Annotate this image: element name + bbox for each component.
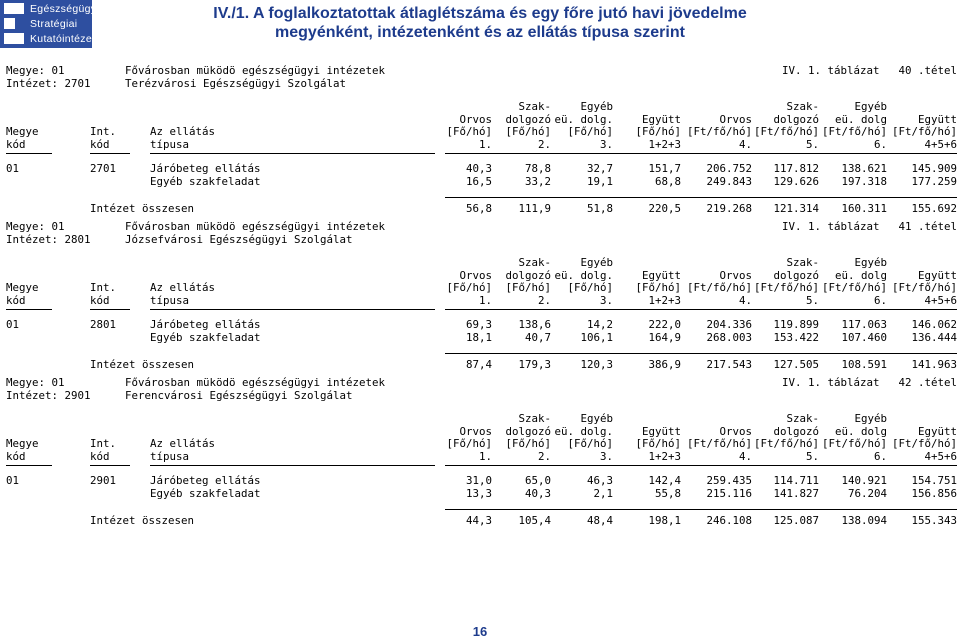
page-number: 16 — [472, 624, 488, 639]
table-cell: 164,9 — [648, 331, 681, 344]
page-title: IV./1. A foglalkoztatottak átlaglétszáma és egy főre jutó havi jövedelme — [213, 5, 747, 22]
column-header: Orvos — [459, 112, 492, 126]
total-cell: 48,4 — [586, 514, 613, 527]
column-header: 4+5+6 — [924, 449, 957, 463]
column-header: dolgozó — [773, 112, 819, 126]
table-cell: 259.435 — [706, 474, 752, 487]
table-cell: 129.626 — [773, 175, 819, 188]
column-header: [Ft/fő/hó] — [821, 125, 887, 138]
column-header: 6. — [873, 137, 887, 151]
table-cell: 40,3 — [465, 162, 492, 175]
column-header: 1. — [478, 293, 492, 307]
column-header: Együtt — [641, 112, 681, 126]
table-cell: 31,0 — [465, 474, 492, 487]
table-cell: 153.422 — [773, 331, 819, 344]
header-rule — [6, 309, 52, 310]
total-cell: 108.591 — [841, 358, 887, 371]
table-cell: 222,0 — [648, 318, 681, 331]
column-header: [Fő/hó] — [635, 437, 681, 450]
header-rule — [150, 153, 435, 154]
intezet-label: Intézet: 2901 — [6, 389, 91, 402]
header-rule — [6, 153, 52, 154]
header-rule — [90, 465, 130, 466]
table-row-megye: 01 — [6, 474, 20, 487]
intezet-name: Józsefvárosi Egészségügyi Szolgálat — [125, 233, 353, 246]
logo-text: Stratégiai — [30, 18, 78, 30]
table-cell: 141.827 — [773, 487, 819, 500]
column-header: [Ft/fő/hó] — [891, 437, 957, 450]
table-cell: 206.752 — [706, 162, 752, 175]
table-row-type: Egyéb szakfeladat — [150, 331, 261, 344]
column-header: [Fő/hó] — [505, 437, 551, 450]
total-cell: 217.543 — [706, 358, 752, 371]
table-cell: 249.843 — [706, 175, 752, 188]
header-rule — [150, 309, 435, 310]
total-label: Intézet összesen — [90, 514, 195, 527]
table-reference: IV. 1. táblázat — [782, 220, 880, 233]
column-header: Orvos — [719, 424, 752, 438]
intezet-label: Intézet: 2701 — [6, 77, 91, 90]
header-rule — [6, 465, 52, 466]
item-reference: 42 .tétel — [898, 376, 957, 389]
column-header: eü. dolg. — [554, 424, 613, 438]
column-header: 4+5+6 — [924, 293, 957, 307]
item-reference: 40 .tétel — [898, 64, 957, 77]
column-header: [Fő/hó] — [505, 125, 551, 138]
total-cell: 198,1 — [648, 514, 681, 527]
column-header: dolgozó — [773, 424, 819, 438]
column-header: 3. — [599, 293, 613, 307]
column-header: 1. — [478, 449, 492, 463]
column-header: [Fő/hó] — [446, 437, 492, 450]
total-cell: 120,3 — [580, 358, 613, 371]
table-cell: 151,7 — [648, 162, 681, 175]
column-header: Együtt — [917, 268, 957, 282]
column-header: kód — [90, 293, 110, 307]
intezet-name: Terézvárosi Egészségügyi Szolgálat — [125, 77, 347, 90]
column-header: Int. — [90, 437, 117, 450]
column-header: Egyéb — [854, 412, 887, 425]
column-header: Szak- — [786, 412, 819, 425]
column-header: kód — [90, 137, 110, 151]
total-cell: 141.963 — [911, 358, 957, 371]
total-cell: 179,3 — [518, 358, 551, 371]
table-cell: 138,6 — [518, 318, 551, 331]
column-header: típusa — [150, 137, 190, 151]
column-header: kód — [6, 293, 26, 307]
column-header: [Ft/fő/hó] — [891, 281, 957, 294]
column-header: [Ft/fő/hó] — [753, 281, 819, 294]
column-header: [Fő/hó] — [446, 281, 492, 294]
total-cell: 138.094 — [841, 514, 887, 527]
column-header: 2. — [537, 137, 551, 151]
megye-label: Megye: 01 — [6, 220, 65, 233]
column-header: Együtt — [641, 268, 681, 282]
table-row-type: Egyéb szakfeladat — [150, 487, 261, 500]
table-cell: 204.336 — [706, 318, 752, 331]
column-header: Szak- — [518, 256, 551, 269]
table-cell: 2,1 — [593, 487, 613, 500]
table-row-type: Járóbeteg ellátás — [150, 162, 261, 175]
column-header: [Fő/hó] — [567, 437, 613, 450]
column-header: Együtt — [917, 424, 957, 438]
total-cell: 127.505 — [773, 358, 819, 371]
column-header: [Fő/hó] — [635, 125, 681, 138]
column-header: 5. — [805, 137, 819, 151]
table-row-type: Járóbeteg ellátás — [150, 474, 261, 487]
table-cell: 117.812 — [773, 162, 819, 175]
total-cell: 121.314 — [773, 202, 819, 215]
table-cell: 268.003 — [706, 331, 752, 344]
total-cell: 51,8 — [586, 202, 613, 215]
column-header: típusa — [150, 449, 190, 463]
table-row-megye: 01 — [6, 162, 20, 175]
column-header: Szak- — [518, 412, 551, 425]
table-cell: 154.751 — [911, 474, 957, 487]
total-cell: 105,4 — [518, 514, 551, 527]
table-cell: 117.063 — [841, 318, 887, 331]
column-header: Megye — [6, 281, 39, 294]
table-cell: 140.921 — [841, 474, 887, 487]
megye-label: Megye: 01 — [6, 376, 65, 389]
column-header: Szak- — [786, 100, 819, 113]
column-header: Együtt — [641, 424, 681, 438]
column-header: 4. — [738, 449, 752, 463]
table-cell: 14,2 — [586, 318, 613, 331]
header-rule — [445, 465, 957, 466]
column-header: [Fő/hó] — [505, 281, 551, 294]
table-cell: 69,3 — [465, 318, 492, 331]
total-cell: 160.311 — [841, 202, 887, 215]
table-row-type: Járóbeteg ellátás — [150, 318, 261, 331]
table-cell: 40,3 — [524, 487, 551, 500]
total-rule — [445, 197, 957, 198]
table-cell: 18,1 — [465, 331, 492, 344]
column-header: Az ellátás — [150, 125, 216, 138]
column-header: Orvos — [719, 112, 752, 126]
table-cell: 55,8 — [654, 487, 681, 500]
column-header: eü. dolg. — [554, 112, 613, 126]
total-cell: 386,9 — [648, 358, 681, 371]
column-header: kód — [6, 137, 26, 151]
table-cell: 146.062 — [911, 318, 957, 331]
total-rule — [445, 353, 957, 354]
logo-text: Egészségügyi — [30, 3, 99, 15]
total-label: Intézet összesen — [90, 202, 195, 215]
table-cell: 78,8 — [524, 162, 551, 175]
table-cell: 46,3 — [586, 474, 613, 487]
column-header: dolgozó — [773, 268, 819, 282]
table-cell: 16,5 — [465, 175, 492, 188]
header-rule — [445, 309, 957, 310]
total-cell: 44,3 — [465, 514, 492, 527]
column-header: [Ft/fő/hó] — [753, 437, 819, 450]
column-header: Egyéb — [580, 256, 613, 269]
column-header: [Fő/hó] — [567, 125, 613, 138]
column-header: eü. dolg. — [554, 268, 613, 282]
column-header: 4. — [738, 293, 752, 307]
column-header: 1+2+3 — [648, 449, 681, 463]
column-header: 1+2+3 — [648, 137, 681, 151]
column-header: [Fő/hó] — [446, 125, 492, 138]
column-header: 5. — [805, 293, 819, 307]
column-header: 6. — [873, 449, 887, 463]
column-header: [Ft/fő/hó] — [891, 125, 957, 138]
table-row-type: Egyéb szakfeladat — [150, 175, 261, 188]
column-header: típusa — [150, 293, 190, 307]
table-cell: 65,0 — [524, 474, 551, 487]
megye-name: Fővárosban müködö egészségügyi intézetek — [125, 220, 386, 233]
column-header: [Ft/fő/hó] — [753, 125, 819, 138]
column-header: [Ft/fő/hó] — [686, 281, 752, 294]
column-header: 1+2+3 — [648, 293, 681, 307]
total-cell: 111,9 — [518, 202, 551, 215]
column-header: dolgozó — [505, 268, 551, 282]
table-cell: 40,7 — [524, 331, 551, 344]
table-cell: 76.204 — [847, 487, 887, 500]
column-header: kód — [6, 449, 26, 463]
total-label: Intézet összesen — [90, 358, 195, 371]
table-row-int: 2901 — [90, 474, 117, 487]
column-header: kód — [90, 449, 110, 463]
total-cell: 220,5 — [648, 202, 681, 215]
header-rule — [150, 465, 435, 466]
table-cell: 33,2 — [524, 175, 551, 188]
table-cell: 136.444 — [911, 331, 957, 344]
intezet-label: Intézet: 2801 — [6, 233, 91, 246]
table-cell: 215.116 — [706, 487, 752, 500]
column-header: [Ft/fő/hó] — [821, 437, 887, 450]
column-header: dolgozó — [505, 112, 551, 126]
column-header: Int. — [90, 125, 117, 138]
column-header: Egyéb — [580, 412, 613, 425]
table-cell: 32,7 — [586, 162, 613, 175]
table-row-megye: 01 — [6, 318, 20, 331]
table-cell: 13,3 — [465, 487, 492, 500]
column-header: [Fő/hó] — [635, 281, 681, 294]
column-header: Int. — [90, 281, 117, 294]
table-cell: 145.909 — [911, 162, 957, 175]
column-header: Szak- — [518, 100, 551, 113]
megye-name: Fővárosban müködö egészségügyi intézetek — [125, 64, 386, 77]
column-header: 3. — [599, 449, 613, 463]
column-header: Egyéb — [580, 100, 613, 113]
column-header: 2. — [537, 449, 551, 463]
column-header: [Ft/fő/hó] — [686, 437, 752, 450]
column-header: Megye — [6, 125, 39, 138]
column-header: Szak- — [786, 256, 819, 269]
table-cell: 177.259 — [911, 175, 957, 188]
total-cell: 219.268 — [706, 202, 752, 215]
column-header: Az ellátás — [150, 281, 216, 294]
total-rule — [445, 509, 957, 510]
total-cell: 56,8 — [465, 202, 492, 215]
column-header: Egyéb — [854, 256, 887, 269]
header-rule — [445, 153, 957, 154]
megye-label: Megye: 01 — [6, 64, 65, 77]
column-header: 4+5+6 — [924, 137, 957, 151]
column-header: 5. — [805, 449, 819, 463]
total-cell: 125.087 — [773, 514, 819, 527]
table-cell: 19,1 — [586, 175, 613, 188]
column-header: Megye — [6, 437, 39, 450]
table-cell: 107.460 — [841, 331, 887, 344]
column-header: Orvos — [459, 424, 492, 438]
table-cell: 142,4 — [648, 474, 681, 487]
column-header: Az ellátás — [150, 437, 216, 450]
intezet-name: Ferencvárosi Egészségügyi Szolgálat — [125, 389, 353, 402]
column-header: 6. — [873, 293, 887, 307]
total-cell: 155.343 — [911, 514, 957, 527]
logo-text: Kutatóintézet — [30, 33, 96, 45]
table-cell: 68,8 — [654, 175, 681, 188]
column-header: [Fő/hó] — [567, 281, 613, 294]
table-row-int: 2801 — [90, 318, 117, 331]
column-header: eü. dolg — [834, 424, 887, 438]
column-header: dolgozó — [505, 424, 551, 438]
page-subtitle: megyénként, intézetenként és az ellátás típusa szerint — [275, 24, 685, 41]
table-cell: 114.711 — [773, 474, 819, 487]
table-reference: IV. 1. táblázat — [782, 64, 880, 77]
table-cell: 197.318 — [841, 175, 887, 188]
header-rule — [90, 309, 130, 310]
total-cell: 155.692 — [911, 202, 957, 215]
column-header: [Ft/fő/hó] — [686, 125, 752, 138]
header-rule — [90, 153, 130, 154]
column-header: 4. — [738, 137, 752, 151]
table-cell: 119.899 — [773, 318, 819, 331]
table-cell: 106,1 — [580, 331, 613, 344]
column-header: 1. — [478, 137, 492, 151]
column-header: Orvos — [719, 268, 752, 282]
table-row-int: 2701 — [90, 162, 117, 175]
column-header: 3. — [599, 137, 613, 151]
table-cell: 138.621 — [841, 162, 887, 175]
table-cell: 156.856 — [911, 487, 957, 500]
total-cell: 246.108 — [706, 514, 752, 527]
total-cell: 87,4 — [465, 358, 492, 371]
megye-name: Fővárosban müködö egészségügyi intézetek — [125, 376, 386, 389]
table-reference: IV. 1. táblázat — [782, 376, 880, 389]
column-header: Egyéb — [854, 100, 887, 113]
column-header: eü. dolg — [834, 268, 887, 282]
item-reference: 41 .tétel — [898, 220, 957, 233]
column-header: Együtt — [917, 112, 957, 126]
column-header: 2. — [537, 293, 551, 307]
column-header: Orvos — [459, 268, 492, 282]
column-header: [Ft/fő/hó] — [821, 281, 887, 294]
column-header: eü. dolg — [834, 112, 887, 126]
